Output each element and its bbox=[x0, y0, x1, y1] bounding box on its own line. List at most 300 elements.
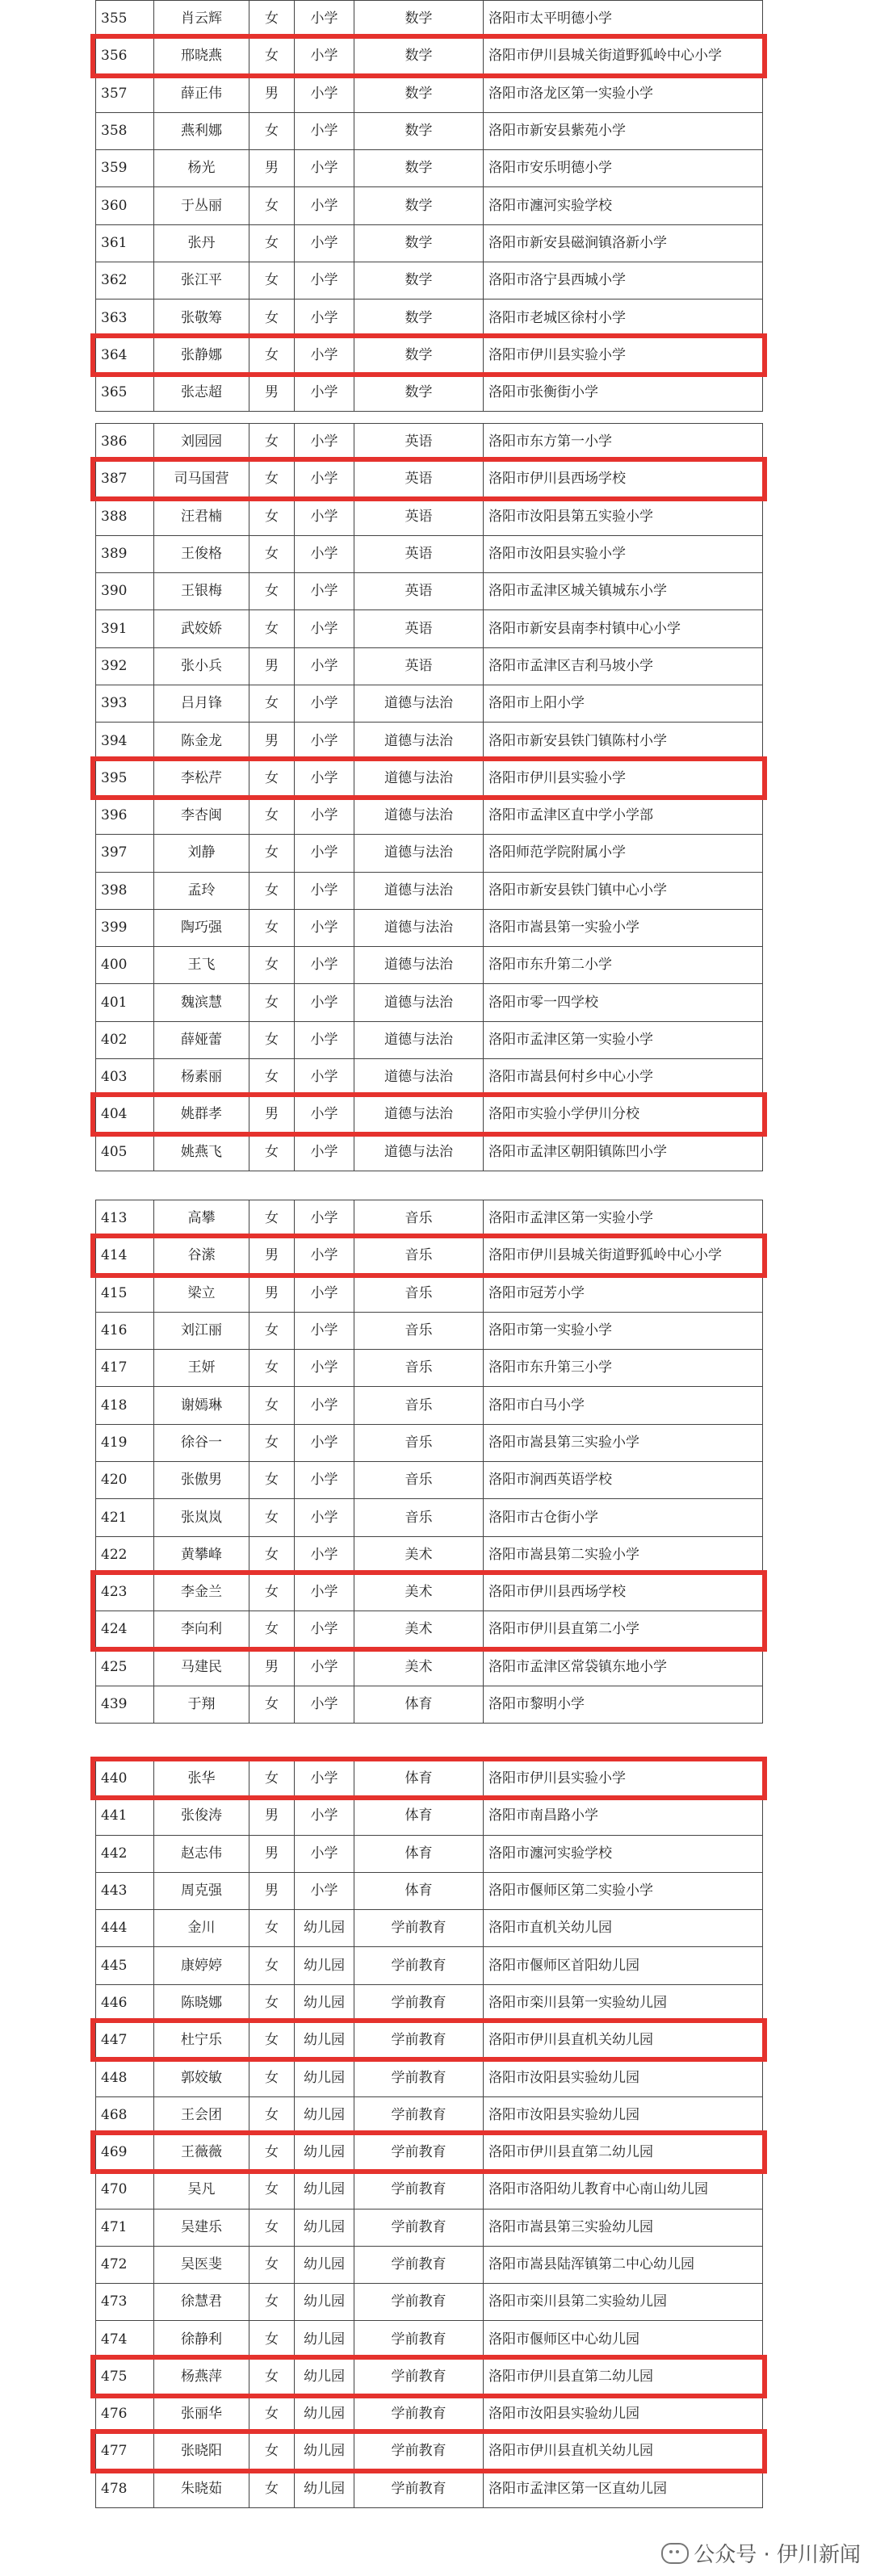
teacher-name-cell: 郭姣敏 bbox=[154, 2059, 249, 2096]
gender-cell: 女 bbox=[249, 1536, 295, 1573]
gender-cell: 女 bbox=[249, 573, 295, 610]
subject-cell: 英语 bbox=[354, 424, 484, 461]
school-name-cell: 洛阳市偃师区中心幼儿园 bbox=[484, 2321, 763, 2358]
subject-cell: 音乐 bbox=[354, 1238, 484, 1275]
row-number-cell: 415 bbox=[96, 1275, 154, 1312]
teacher-name-cell: 刘园园 bbox=[154, 424, 249, 461]
gender-cell: 女 bbox=[249, 1499, 295, 1536]
row-number-cell: 471 bbox=[96, 2209, 154, 2246]
subject-cell: 体育 bbox=[354, 1872, 484, 1909]
highlight-box bbox=[90, 756, 767, 800]
table-row bbox=[96, 1648, 763, 1686]
school-level-cell: 小学 bbox=[295, 984, 354, 1021]
school-name-cell: 洛阳市洛阳幼儿教育中心南山幼儿园 bbox=[484, 2172, 763, 2209]
subject-cell: 学前教育 bbox=[354, 1910, 484, 1947]
table-row bbox=[96, 1387, 763, 1424]
gender-cell: 女 bbox=[249, 2321, 295, 2358]
subject-cell: 数学 bbox=[354, 299, 484, 337]
gender-cell: 女 bbox=[249, 685, 295, 723]
teacher-name-cell: 张志超 bbox=[154, 374, 249, 411]
school-level-cell: 幼儿园 bbox=[295, 2096, 354, 2134]
row-number-cell: 444 bbox=[96, 1910, 154, 1947]
table-row bbox=[96, 2284, 763, 2321]
table-row bbox=[96, 224, 763, 262]
school-name-cell: 洛阳市新安县磁涧镇洛新小学 bbox=[484, 224, 763, 262]
school-level-cell: 小学 bbox=[295, 1275, 354, 1312]
gender-cell: 男 bbox=[249, 374, 295, 411]
teacher-name-cell: 李金兰 bbox=[154, 1573, 249, 1611]
subject-cell: 道德与法治 bbox=[354, 909, 484, 946]
gender-cell: 女 bbox=[249, 2096, 295, 2134]
school-level-cell: 小学 bbox=[295, 947, 354, 984]
school-level-cell: 小学 bbox=[295, 1573, 354, 1611]
table-row bbox=[96, 1835, 763, 1872]
teacher-name-cell: 张俊涛 bbox=[154, 1798, 249, 1835]
row-number-cell: 389 bbox=[96, 535, 154, 572]
school-name-cell: 洛阳市嵩县第三实验小学 bbox=[484, 1424, 763, 1461]
subject-cell: 学前教育 bbox=[354, 1984, 484, 2021]
subject-cell: 数学 bbox=[354, 1, 484, 38]
subject-cell: 道德与法治 bbox=[354, 872, 484, 909]
gender-cell: 女 bbox=[249, 2246, 295, 2283]
school-name-cell: 洛阳市新安县铁门镇中心小学 bbox=[484, 872, 763, 909]
school-name-cell: 洛阳市嵩县第一实验小学 bbox=[484, 909, 763, 946]
teacher-name-cell: 陶巧强 bbox=[154, 909, 249, 946]
school-level-cell: 小学 bbox=[295, 498, 354, 535]
table-row bbox=[96, 1947, 763, 1984]
gender-cell: 女 bbox=[249, 2396, 295, 2433]
row-number-cell: 402 bbox=[96, 1021, 154, 1058]
subject-cell: 数学 bbox=[354, 262, 484, 299]
teacher-name-cell: 薛正伟 bbox=[154, 75, 249, 112]
teacher-name-cell: 李松芹 bbox=[154, 760, 249, 797]
subject-cell: 体育 bbox=[354, 1686, 484, 1723]
school-name-cell: 洛阳市伊川县实验小学 bbox=[484, 337, 763, 374]
row-number-cell: 421 bbox=[96, 1499, 154, 1536]
teacher-name-cell: 姚群孝 bbox=[154, 1096, 249, 1133]
row-number-cell: 423 bbox=[96, 1573, 154, 1611]
row-number-cell: 419 bbox=[96, 1424, 154, 1461]
school-name-cell: 洛阳市安乐明德小学 bbox=[484, 150, 763, 187]
school-level-cell: 幼儿园 bbox=[295, 2209, 354, 2246]
subject-cell: 学前教育 bbox=[354, 2358, 484, 2395]
subject-cell: 道德与法治 bbox=[354, 723, 484, 760]
school-name-cell: 洛阳市新安县南李村镇中心小学 bbox=[484, 610, 763, 647]
gender-cell: 女 bbox=[249, 1312, 295, 1349]
teacher-name-cell: 马建民 bbox=[154, 1648, 249, 1686]
subject-cell: 美术 bbox=[354, 1648, 484, 1686]
subject-cell: 道德与法治 bbox=[354, 1133, 484, 1171]
gender-cell: 女 bbox=[249, 498, 295, 535]
school-level-cell: 小学 bbox=[295, 723, 354, 760]
row-number-cell: 364 bbox=[96, 337, 154, 374]
table-row bbox=[96, 2096, 763, 2134]
school-level-cell: 小学 bbox=[295, 1059, 354, 1096]
table-row bbox=[96, 1499, 763, 1536]
row-number-cell: 403 bbox=[96, 1059, 154, 1096]
row-number-cell: 422 bbox=[96, 1536, 154, 1573]
school-level-cell: 幼儿园 bbox=[295, 2358, 354, 2395]
school-level-cell: 小学 bbox=[295, 1096, 354, 1133]
teacher-name-cell: 姚燕飞 bbox=[154, 1133, 249, 1171]
teacher-name-cell: 于翔 bbox=[154, 1686, 249, 1723]
teacher-name-cell: 王飞 bbox=[154, 947, 249, 984]
teacher-name-cell: 燕利娜 bbox=[154, 112, 249, 149]
gender-cell: 女 bbox=[249, 1350, 295, 1387]
gender-cell: 女 bbox=[249, 835, 295, 872]
row-number-cell: 391 bbox=[96, 610, 154, 647]
teacher-name-cell: 徐谷一 bbox=[154, 1424, 249, 1461]
gender-cell: 男 bbox=[249, 150, 295, 187]
row-number-cell: 361 bbox=[96, 224, 154, 262]
school-name-cell: 洛阳市栾川县第一实验幼儿园 bbox=[484, 1984, 763, 2021]
school-level-cell: 小学 bbox=[295, 1133, 354, 1171]
school-level-cell: 小学 bbox=[295, 224, 354, 262]
subject-cell: 数学 bbox=[354, 374, 484, 411]
gender-cell: 女 bbox=[249, 112, 295, 149]
teacher-name-cell: 王银梅 bbox=[154, 573, 249, 610]
row-number-cell: 392 bbox=[96, 647, 154, 685]
teacher-name-cell: 张丽华 bbox=[154, 2396, 249, 2433]
row-number-cell: 420 bbox=[96, 1462, 154, 1499]
table-row bbox=[96, 647, 763, 685]
row-number-cell: 448 bbox=[96, 2059, 154, 2096]
subject-cell: 音乐 bbox=[354, 1499, 484, 1536]
row-number-cell: 447 bbox=[96, 2022, 154, 2059]
table-row bbox=[96, 984, 763, 1021]
highlight-box bbox=[90, 457, 767, 501]
gender-cell: 女 bbox=[249, 2470, 295, 2507]
gender-cell: 女 bbox=[249, 38, 295, 75]
subject-cell: 数学 bbox=[354, 337, 484, 374]
table-row bbox=[96, 1984, 763, 2021]
gender-cell: 男 bbox=[249, 1648, 295, 1686]
teacher-name-cell: 徐慧君 bbox=[154, 2284, 249, 2321]
school-name-cell: 洛阳市伊川县西场学校 bbox=[484, 1573, 763, 1611]
row-number-cell: 355 bbox=[96, 1, 154, 38]
row-number-cell: 417 bbox=[96, 1350, 154, 1387]
school-name-cell: 洛阳市汝阳县第五实验小学 bbox=[484, 498, 763, 535]
teacher-name-cell: 杨燕萍 bbox=[154, 2358, 249, 2395]
teacher-name-cell: 刘江丽 bbox=[154, 1312, 249, 1349]
teacher-name-cell: 汪君楠 bbox=[154, 498, 249, 535]
school-name-cell: 洛阳市伊川县实验小学 bbox=[484, 1761, 763, 1798]
subject-cell: 道德与法治 bbox=[354, 1059, 484, 1096]
school-name-cell: 洛阳市涧西英语学校 bbox=[484, 1462, 763, 1499]
school-level-cell: 小学 bbox=[295, 797, 354, 834]
highlight-box bbox=[90, 34, 767, 77]
table-row bbox=[96, 75, 763, 112]
row-number-cell: 399 bbox=[96, 909, 154, 946]
school-level-cell: 小学 bbox=[295, 685, 354, 723]
table-row bbox=[96, 685, 763, 723]
subject-cell: 学前教育 bbox=[354, 2433, 484, 2470]
teacher-name-cell: 周克强 bbox=[154, 1872, 249, 1909]
table-row bbox=[96, 150, 763, 187]
table-row bbox=[96, 610, 763, 647]
table-row bbox=[96, 1, 763, 38]
school-name-cell: 洛阳市冠芳小学 bbox=[484, 1275, 763, 1312]
subject-cell: 学前教育 bbox=[354, 2321, 484, 2358]
table-row bbox=[96, 262, 763, 299]
school-level-cell: 小学 bbox=[295, 647, 354, 685]
table-row bbox=[96, 187, 763, 224]
teacher-name-cell: 司马国营 bbox=[154, 461, 249, 498]
table-row bbox=[96, 723, 763, 760]
teacher-name-cell: 张小兵 bbox=[154, 647, 249, 685]
school-level-cell: 幼儿园 bbox=[295, 2246, 354, 2283]
school-name-cell: 洛阳市瀍河实验学校 bbox=[484, 187, 763, 224]
school-level-cell: 小学 bbox=[295, 1200, 354, 1238]
school-name-cell: 洛阳市东升第三小学 bbox=[484, 1350, 763, 1387]
gender-cell: 女 bbox=[249, 2059, 295, 2096]
table-row bbox=[96, 797, 763, 834]
gender-cell: 男 bbox=[249, 723, 295, 760]
subject-cell: 学前教育 bbox=[354, 2096, 484, 2134]
teacher-name-cell: 张丹 bbox=[154, 224, 249, 262]
school-name-cell: 洛阳市古仓街小学 bbox=[484, 1499, 763, 1536]
highlight-box bbox=[90, 1757, 767, 1800]
school-name-cell: 洛阳市洛龙区第一实验小学 bbox=[484, 75, 763, 112]
subject-cell: 道德与法治 bbox=[354, 984, 484, 1021]
school-name-cell: 洛阳市第一实验小学 bbox=[484, 1312, 763, 1349]
school-name-cell: 洛阳市孟津区城关镇城东小学 bbox=[484, 573, 763, 610]
teacher-name-cell: 吴建乐 bbox=[154, 2209, 249, 2246]
teacher-name-cell: 魏滨慧 bbox=[154, 984, 249, 1021]
subject-cell: 道德与法治 bbox=[354, 835, 484, 872]
gender-cell: 女 bbox=[249, 1387, 295, 1424]
table-row bbox=[96, 2396, 763, 2433]
table-row bbox=[96, 1910, 763, 1947]
subject-cell: 数学 bbox=[354, 38, 484, 75]
school-name-cell: 洛阳市伊川县城关街道野狐岭中心小学 bbox=[484, 1238, 763, 1275]
gender-cell: 女 bbox=[249, 760, 295, 797]
school-level-cell: 小学 bbox=[295, 760, 354, 797]
gender-cell: 女 bbox=[249, 262, 295, 299]
school-name-cell: 洛阳市实验小学伊川分校 bbox=[484, 1096, 763, 1133]
school-level-cell: 小学 bbox=[295, 1499, 354, 1536]
row-number-cell: 395 bbox=[96, 760, 154, 797]
school-name-cell: 洛阳市汝阳县实验幼儿园 bbox=[484, 2059, 763, 2096]
table-row bbox=[96, 498, 763, 535]
subject-cell: 道德与法治 bbox=[354, 685, 484, 723]
subject-cell: 学前教育 bbox=[354, 2396, 484, 2433]
teacher-name-cell: 李杏闽 bbox=[154, 797, 249, 834]
gender-cell: 女 bbox=[249, 947, 295, 984]
school-level-cell: 小学 bbox=[295, 424, 354, 461]
school-level-cell: 幼儿园 bbox=[295, 2470, 354, 2507]
school-level-cell: 小学 bbox=[295, 150, 354, 187]
gender-cell: 女 bbox=[249, 1910, 295, 1947]
teacher-name-cell: 吴医斐 bbox=[154, 2246, 249, 2283]
subject-cell: 数学 bbox=[354, 150, 484, 187]
school-name-cell: 洛阳市太平明德小学 bbox=[484, 1, 763, 38]
subject-cell: 音乐 bbox=[354, 1312, 484, 1349]
gender-cell: 女 bbox=[249, 1573, 295, 1611]
gender-cell: 女 bbox=[249, 2134, 295, 2171]
school-name-cell: 洛阳市新安县紫苑小学 bbox=[484, 112, 763, 149]
school-name-cell: 洛阳市偃师区第二实验小学 bbox=[484, 1872, 763, 1909]
school-name-cell: 洛阳市洛宁县西城小学 bbox=[484, 262, 763, 299]
school-level-cell: 幼儿园 bbox=[295, 1947, 354, 1984]
subject-cell: 美术 bbox=[354, 1536, 484, 1573]
highlight-box bbox=[90, 1234, 767, 1277]
row-number-cell: 473 bbox=[96, 2284, 154, 2321]
teacher-name-cell: 赵志伟 bbox=[154, 1835, 249, 1872]
teacher-name-cell: 薛娅蕾 bbox=[154, 1021, 249, 1058]
teacher-name-cell: 孟玲 bbox=[154, 872, 249, 909]
gender-cell: 女 bbox=[249, 187, 295, 224]
highlight-box bbox=[90, 1092, 767, 1136]
gender-cell: 男 bbox=[249, 1096, 295, 1133]
gender-cell: 女 bbox=[249, 872, 295, 909]
table-row bbox=[96, 909, 763, 946]
row-number-cell: 400 bbox=[96, 947, 154, 984]
school-name-cell: 洛阳市孟津区吉利马坡小学 bbox=[484, 647, 763, 685]
subject-cell: 英语 bbox=[354, 647, 484, 685]
school-name-cell: 洛阳市偃师区首阳幼儿园 bbox=[484, 1947, 763, 1984]
school-level-cell: 小学 bbox=[295, 1611, 354, 1648]
school-level-cell: 小学 bbox=[295, 1021, 354, 1058]
teacher-name-cell: 金川 bbox=[154, 1910, 249, 1947]
subject-cell: 音乐 bbox=[354, 1387, 484, 1424]
gender-cell: 女 bbox=[249, 1200, 295, 1238]
school-level-cell: 小学 bbox=[295, 1686, 354, 1723]
teacher-name-cell: 杨素丽 bbox=[154, 1059, 249, 1096]
row-number-cell: 414 bbox=[96, 1238, 154, 1275]
row-number-cell: 425 bbox=[96, 1648, 154, 1686]
row-number-cell: 360 bbox=[96, 187, 154, 224]
gender-cell: 男 bbox=[249, 75, 295, 112]
teacher-name-cell: 张岚岚 bbox=[154, 1499, 249, 1536]
school-name-cell: 洛阳市上阳小学 bbox=[484, 685, 763, 723]
row-number-cell: 416 bbox=[96, 1312, 154, 1349]
subject-cell: 学前教育 bbox=[354, 2172, 484, 2209]
gender-cell: 女 bbox=[249, 299, 295, 337]
table-row bbox=[96, 2209, 763, 2246]
school-level-cell: 小学 bbox=[295, 337, 354, 374]
subject-cell: 道德与法治 bbox=[354, 1096, 484, 1133]
gender-cell: 女 bbox=[249, 1686, 295, 1723]
row-number-cell: 357 bbox=[96, 75, 154, 112]
gender-cell: 男 bbox=[249, 1835, 295, 1872]
school-level-cell: 小学 bbox=[295, 299, 354, 337]
school-name-cell: 洛阳市孟津区第一区直幼儿园 bbox=[484, 2470, 763, 2507]
gender-cell: 男 bbox=[249, 1238, 295, 1275]
gender-cell: 男 bbox=[249, 1275, 295, 1312]
row-number-cell: 442 bbox=[96, 1835, 154, 1872]
row-number-cell: 394 bbox=[96, 723, 154, 760]
school-name-cell: 洛阳市东方第一小学 bbox=[484, 424, 763, 461]
row-number-cell: 356 bbox=[96, 38, 154, 75]
school-name-cell: 洛阳市伊川县直机关幼儿园 bbox=[484, 2433, 763, 2470]
school-name-cell: 洛阳市孟津区第一实验小学 bbox=[484, 1200, 763, 1238]
school-name-cell: 洛阳师范学院附属小学 bbox=[484, 835, 763, 872]
row-number-cell: 418 bbox=[96, 1387, 154, 1424]
school-level-cell: 幼儿园 bbox=[295, 1910, 354, 1947]
row-number-cell: 445 bbox=[96, 1947, 154, 1984]
row-number-cell: 398 bbox=[96, 872, 154, 909]
row-number-cell: 359 bbox=[96, 150, 154, 187]
school-level-cell: 小学 bbox=[295, 610, 354, 647]
subject-cell: 音乐 bbox=[354, 1424, 484, 1461]
school-name-cell: 洛阳市汝阳县实验小学 bbox=[484, 535, 763, 572]
school-name-cell: 洛阳市伊川县实验小学 bbox=[484, 760, 763, 797]
row-number-cell: 477 bbox=[96, 2433, 154, 2470]
teacher-name-cell: 张华 bbox=[154, 1761, 249, 1798]
subject-cell: 道德与法治 bbox=[354, 797, 484, 834]
row-number-cell: 469 bbox=[96, 2134, 154, 2171]
school-level-cell: 小学 bbox=[295, 187, 354, 224]
school-name-cell: 洛阳市直机关幼儿园 bbox=[484, 1910, 763, 1947]
school-level-cell: 幼儿园 bbox=[295, 1984, 354, 2021]
school-name-cell: 洛阳市零一四学校 bbox=[484, 984, 763, 1021]
school-name-cell: 洛阳市孟津区直中学小学部 bbox=[484, 797, 763, 834]
school-name-cell: 洛阳市孟津区常袋镇东地小学 bbox=[484, 1648, 763, 1686]
school-level-cell: 幼儿园 bbox=[295, 2321, 354, 2358]
teacher-name-cell: 杨光 bbox=[154, 150, 249, 187]
school-level-cell: 小学 bbox=[295, 872, 354, 909]
row-number-cell: 443 bbox=[96, 1872, 154, 1909]
school-level-cell: 小学 bbox=[295, 1424, 354, 1461]
row-number-cell: 413 bbox=[96, 1200, 154, 1238]
school-name-cell: 洛阳市嵩县何村乡中心小学 bbox=[484, 1059, 763, 1096]
subject-cell: 英语 bbox=[354, 498, 484, 535]
school-name-cell: 洛阳市嵩县陆浑镇第二中心幼儿园 bbox=[484, 2246, 763, 2283]
school-level-cell: 小学 bbox=[295, 112, 354, 149]
teacher-name-cell: 于丛丽 bbox=[154, 187, 249, 224]
teacher-name-cell: 张静娜 bbox=[154, 337, 249, 374]
highlight-box bbox=[90, 1570, 767, 1652]
subject-cell: 学前教育 bbox=[354, 2059, 484, 2096]
school-level-cell: 幼儿园 bbox=[295, 2059, 354, 2096]
subject-cell: 美术 bbox=[354, 1573, 484, 1611]
row-number-cell: 397 bbox=[96, 835, 154, 872]
teacher-name-cell: 张江平 bbox=[154, 262, 249, 299]
teacher-name-cell: 黄攀峰 bbox=[154, 1536, 249, 1573]
row-number-cell: 475 bbox=[96, 2358, 154, 2395]
table-row bbox=[96, 535, 763, 572]
table-row bbox=[96, 1200, 763, 1238]
subject-cell: 英语 bbox=[354, 535, 484, 572]
teacher-name-cell: 谢嫣琳 bbox=[154, 1387, 249, 1424]
gender-cell: 女 bbox=[249, 1462, 295, 1499]
subject-cell: 道德与法治 bbox=[354, 947, 484, 984]
row-number-cell: 478 bbox=[96, 2470, 154, 2507]
table-row bbox=[96, 112, 763, 149]
gender-cell: 女 bbox=[249, 424, 295, 461]
subject-cell: 数学 bbox=[354, 112, 484, 149]
teacher-name-cell: 王薇薇 bbox=[154, 2134, 249, 2171]
subject-cell: 数学 bbox=[354, 75, 484, 112]
subject-cell: 学前教育 bbox=[354, 2284, 484, 2321]
teacher-name-cell: 梁立 bbox=[154, 1275, 249, 1312]
teacher-name-cell: 刘静 bbox=[154, 835, 249, 872]
subject-cell: 英语 bbox=[354, 573, 484, 610]
subject-cell: 道德与法治 bbox=[354, 1021, 484, 1058]
table-row bbox=[96, 374, 763, 411]
row-number-cell: 362 bbox=[96, 262, 154, 299]
school-level-cell: 小学 bbox=[295, 262, 354, 299]
teacher-name-cell: 张晓阳 bbox=[154, 2433, 249, 2470]
gender-cell: 女 bbox=[249, 2209, 295, 2246]
subject-cell: 数学 bbox=[354, 224, 484, 262]
school-name-cell: 洛阳市孟津区朝阳镇陈凹小学 bbox=[484, 1133, 763, 1171]
teacher-name-cell: 陈金龙 bbox=[154, 723, 249, 760]
row-number-cell: 405 bbox=[96, 1133, 154, 1171]
gender-cell: 女 bbox=[249, 909, 295, 946]
subject-cell: 音乐 bbox=[354, 1200, 484, 1238]
